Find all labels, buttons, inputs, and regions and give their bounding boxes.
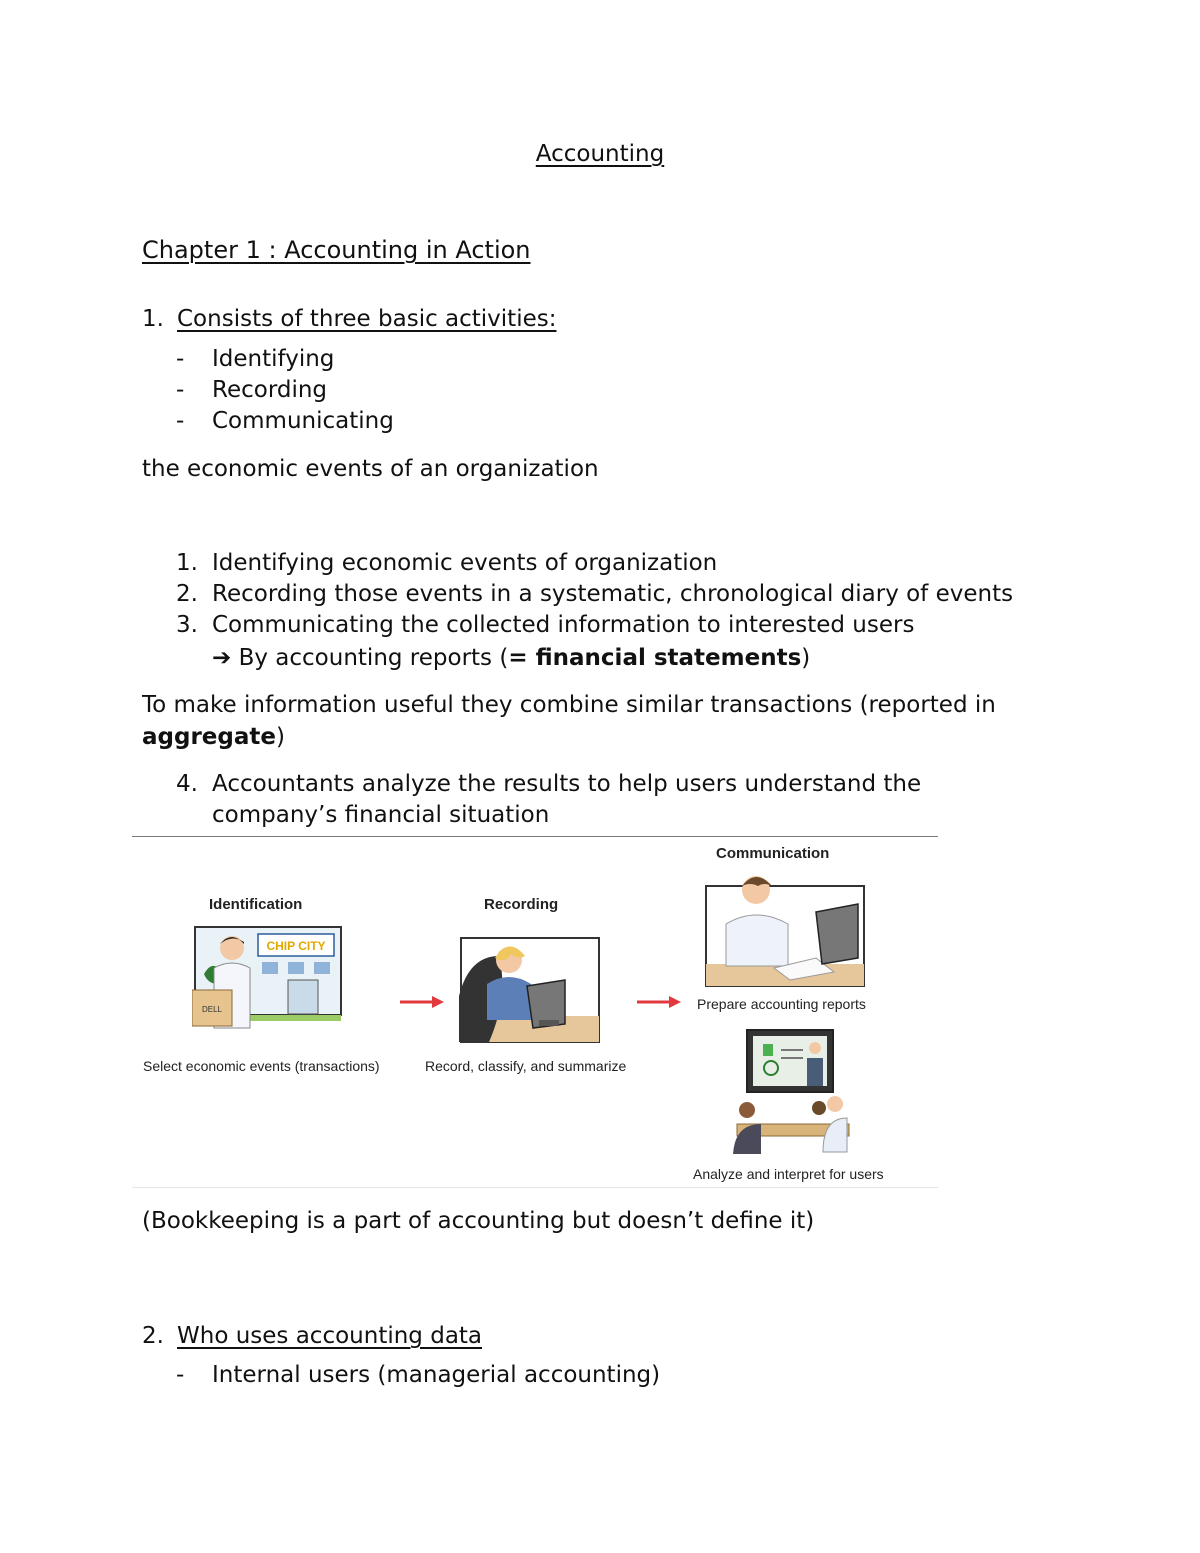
step-text: Identifying economic events of organization — [212, 550, 718, 576]
bullet-dash: - — [176, 346, 185, 372]
accounting-activities-figure — [132, 836, 938, 1188]
identification-illustration — [192, 924, 344, 1044]
step-text: Recording those events in a systematic, chronological diary of events — [212, 581, 1014, 607]
list-item: Internal users (managerial accounting) — [212, 1362, 661, 1388]
paragraph: the economic events of an organization — [142, 456, 599, 482]
paragraph: aggregate) — [142, 724, 285, 750]
bullet-dash: - — [176, 408, 185, 434]
store-sign-text: CHIP CITY — [266, 939, 326, 953]
bullet-dash: - — [176, 377, 185, 403]
section-1-heading: Consists of three basic activities: — [177, 306, 557, 332]
step-number: 1. — [176, 550, 198, 576]
recording-illustration — [459, 936, 601, 1044]
document-title: Accounting — [535, 141, 665, 167]
box-label: DELL — [201, 1005, 223, 1014]
paragraph: (Bookkeeping is a part of accounting but doesn’t define it) — [142, 1208, 815, 1234]
prepare-caption: Prepare accounting reports — [697, 996, 866, 1012]
analyze-caption: Analyze and interpret for users — [693, 1166, 884, 1182]
section-2-heading: Who uses accounting data — [177, 1323, 483, 1349]
section-2-number: 2. — [142, 1323, 164, 1349]
chapter-heading: Chapter 1 : Accounting in Action — [142, 236, 531, 264]
communication-header: Communication — [716, 845, 830, 862]
recording-header: Recording — [484, 896, 559, 913]
step-number: 2. — [176, 581, 198, 607]
list-item: Identifying — [212, 346, 335, 372]
figure-bottom-rule — [132, 1187, 938, 1188]
red-arrow-icon — [637, 994, 683, 1010]
list-item: Communicating — [212, 408, 394, 434]
identification-header: Identification — [209, 896, 303, 913]
red-arrow-icon — [400, 994, 446, 1010]
prepare-reports-illustration — [704, 872, 866, 988]
arrow-icon: ➔ — [212, 645, 232, 671]
step-number: 3. — [176, 612, 198, 638]
step-text: Communicating the collected information to interested users — [212, 612, 915, 638]
arrow-line: ➔ By accounting reports (= financial statements) — [212, 645, 811, 671]
analyze-illustration — [727, 1028, 859, 1156]
bullet-dash: - — [176, 1362, 185, 1388]
step-number: 4. — [176, 771, 198, 797]
recording-caption: Record, classify, and summarize — [425, 1058, 627, 1074]
figure-top-rule — [132, 836, 938, 837]
paragraph: To make information useful they combine similar transactions (reported in — [142, 692, 996, 718]
step-text: Accountants analyze the results to help users understand the — [212, 771, 922, 797]
list-item: Recording — [212, 377, 328, 403]
section-1-number: 1. — [142, 306, 164, 332]
identification-caption: Select economic events (transactions) — [143, 1058, 380, 1074]
step-text: company’s financial situation — [212, 802, 550, 828]
